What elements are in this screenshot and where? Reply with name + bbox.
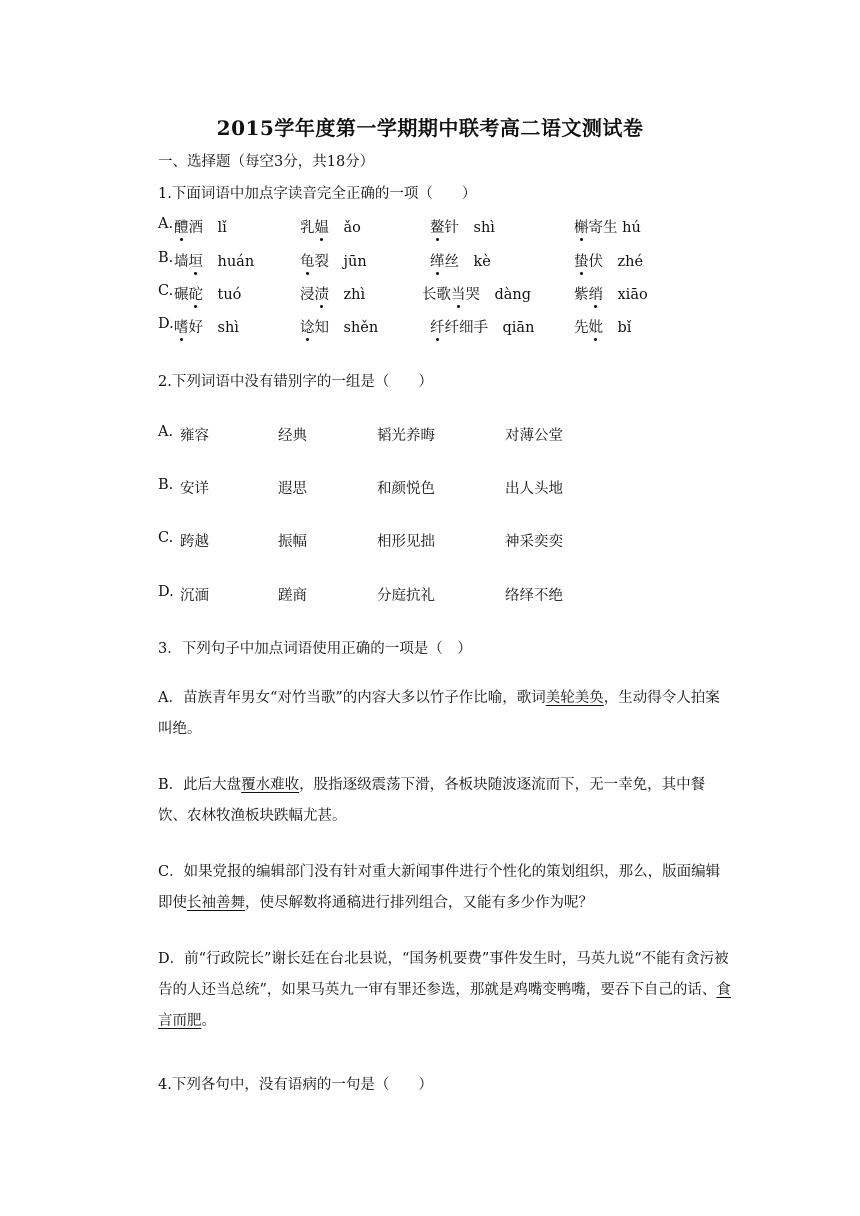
q2-word: 相形见拙 — [377, 534, 435, 550]
q1-item: 紫绡 xiāo — [574, 283, 648, 304]
q2-word: 络绎不绝 — [505, 588, 563, 604]
q2-word: 安详 — [180, 481, 209, 497]
q1-item: 碾砣 tuó — [174, 283, 241, 304]
q1-item: 先妣 bǐ — [574, 316, 631, 337]
option-label: A. — [158, 216, 174, 232]
section-heading: 一、选择题（每空3分，共18分） — [158, 154, 375, 170]
question-1-stem: 1.下面词语中加点字读音完全正确的一项（ ） — [158, 186, 477, 202]
option-label: B. — [158, 477, 174, 493]
highlighted-term: 覆水难收 — [241, 777, 300, 793]
q1-item: 槲寄生 hú — [574, 216, 641, 237]
q2-word: 蹉商 — [278, 588, 307, 604]
option-label: B. — [158, 250, 174, 266]
q1-item: 纤纤细手 qiān — [430, 316, 534, 337]
q2-word: 对薄公堂 — [505, 428, 563, 444]
q2-word: 振幅 — [278, 534, 307, 550]
q1-item: 龟裂 jūn — [300, 250, 367, 271]
highlighted-term: 长袖善舞 — [187, 895, 245, 911]
q3-option-d: D．前“行政院长”谢长廷在台北县说，“国务机要费”事件发生时，马英九说“不能有贪污被告的人还当总统”，如果马英九一审有罪还参选，那就是鸡嘴变鸭嘴，要吞下自己的话、食言而肥。 — [158, 951, 731, 1029]
q1-item: 醴酒 lǐ — [174, 216, 227, 237]
question-3-stem: 3．下列句子中加点词语使用正确的一项是（ ） — [158, 641, 472, 657]
q2-word: 跨越 — [180, 534, 209, 550]
q1-item: 谂知 shěn — [300, 316, 378, 337]
q1-item: 蛰伏 zhé — [574, 250, 643, 271]
q2-word: 神采奕奕 — [505, 534, 563, 550]
q1-item: 浸渍 zhì — [300, 283, 365, 304]
q3-option-b: B．此后大盘覆水难收，股指逐级震荡下滑，各板块随波逐流而下，无一幸免，其中餐饮、农林牧渔板块跌幅尤甚。 — [158, 777, 706, 824]
q2-word: 韬光养晦 — [377, 428, 435, 444]
q2-word: 出人头地 — [505, 481, 563, 497]
q1-item: 墙垣 huán — [174, 250, 254, 271]
option-label: A. — [158, 424, 174, 440]
question-2-stem: 2.下列词语中没有错别字的一组是（ ） — [158, 374, 433, 390]
highlighted-term: 食言而肥 — [158, 982, 731, 1029]
option-label: C. — [158, 283, 174, 299]
q1-item: 缂丝 kè — [430, 250, 491, 271]
question-4-stem: 4.下列各句中，没有语病的一句是（ ） — [158, 1077, 433, 1093]
q2-word: 雍容 — [180, 428, 209, 444]
q2-word: 经典 — [278, 428, 307, 444]
option-label: D. — [158, 316, 174, 332]
q2-word: 遐思 — [278, 481, 307, 497]
q2-word: 沉湎 — [180, 588, 209, 604]
option-label: C. — [158, 530, 174, 546]
q1-item: 嗜好 shì — [174, 316, 239, 337]
highlighted-term: 美轮美奂 — [545, 690, 604, 706]
page-title: 2015学年度第一学期期中联考高二语文测试卷 — [216, 116, 644, 140]
q2-word: 和颜悦色 — [377, 481, 435, 497]
q1-item: 长歌当哭 dàng — [422, 283, 531, 304]
q3-option-a: A．苗族青年男女“对竹当歌”的内容大多以竹子作比喻，歌词美轮美奂，生动得令人拍案叫绝。 — [158, 690, 720, 737]
q1-item: 鳌针 shì — [430, 216, 495, 237]
option-label: D. — [158, 584, 174, 600]
q1-item: 乳媪 ǎo — [300, 216, 361, 237]
q2-word: 分庭抗礼 — [377, 588, 435, 604]
q3-option-c: C．如果党报的编辑部门没有针对重大新闻事件进行个性化的策划组织，那么，版面编辑即使长袖善舞，使尽解数将通稿进行排列组合，又能有多少作为呢？ — [158, 864, 721, 911]
